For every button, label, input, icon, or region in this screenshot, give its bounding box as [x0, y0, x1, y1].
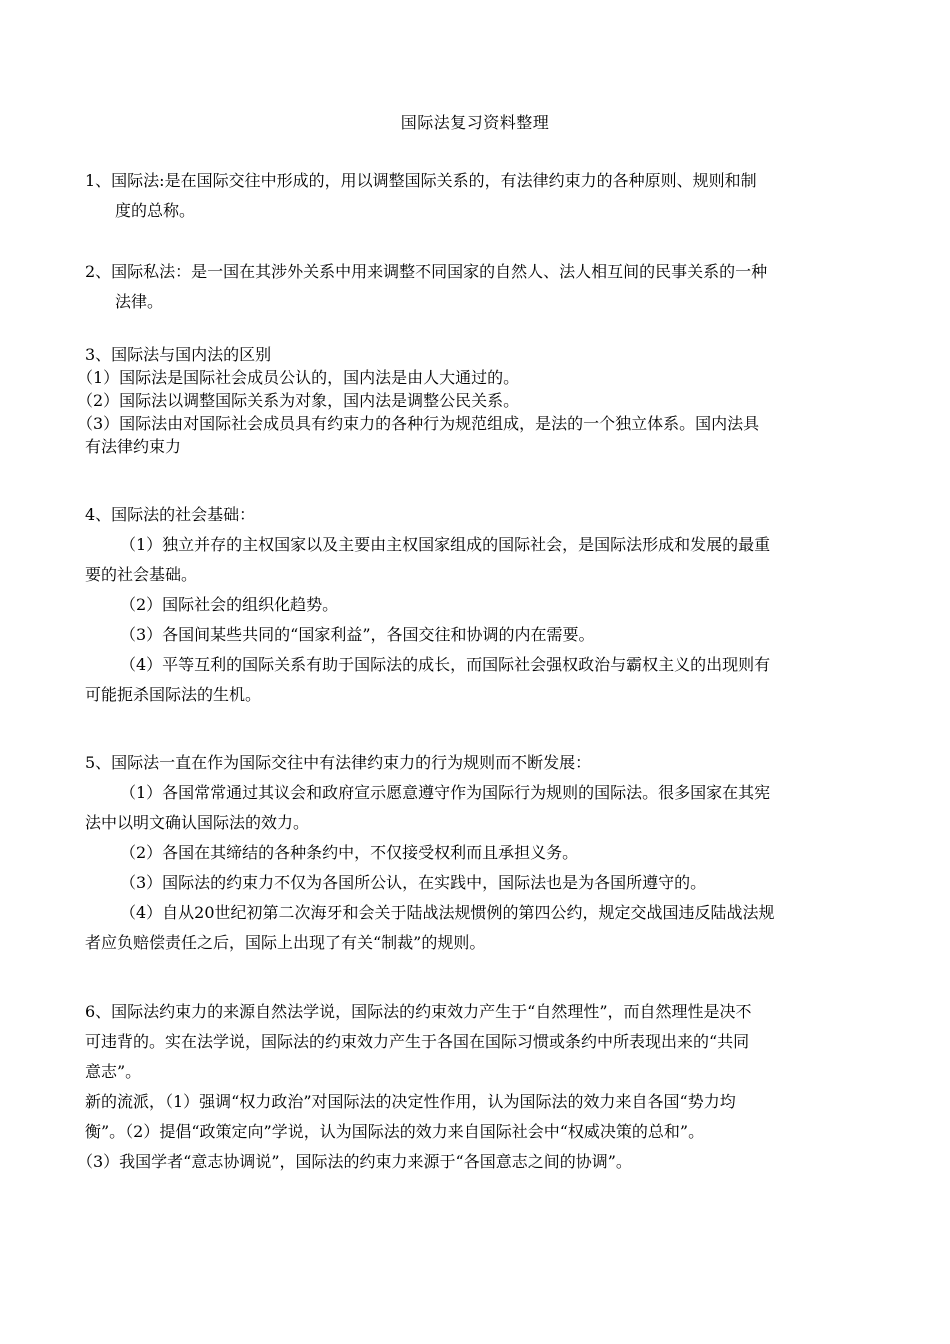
section-5 [85, 748, 895, 958]
section-3 [77, 343, 895, 458]
section-6-line-2: 可违背的。实在法学说，国际法的约束效力产生于各国在国际习惯或条约中所表现出来的“共同 [85, 1032, 750, 1051]
section-6-line-4: 新的流派，（1）强调“权力政治”对国际法的决定性作用，认为国际法的效力来自各国“势力均 [85, 1092, 736, 1111]
section-4-item-1-cont: 要的社会基础。 [85, 565, 198, 584]
section-4-item-2: （2）国际社会的组织化趋势。 [120, 595, 339, 614]
section-3-item-1: （1）国际法是国际社会成员公认的，国内法是由人大通过的。 [77, 368, 520, 387]
section-5-item-4-cont: 者应负赔偿责任之后，国际上出现了有关“制裁”的规则。 [85, 933, 486, 952]
section-5-heading: 5、国际法一直在作为国际交往中有法律约束力的行为规则而不断发展： [85, 753, 592, 772]
section-3-item-2: （2）国际法以调整国际关系为对象，国内法是调整公民关系。 [77, 391, 520, 410]
section-5-item-3: （3）国际法的约束力不仅为各国所公认，在实践中，国际法也是为各国所遵守的。 [120, 873, 707, 892]
section-1 [85, 166, 895, 226]
section-6-line-3: 意志”。 [85, 1062, 142, 1081]
section-5-item-4: （4）自从20世纪初第二次海牙和会关于陆战法规惯例的第四公约，规定交战国违反陆战法规 [120, 903, 775, 922]
section-6 [77, 997, 895, 1177]
section-6-line-1: 6、国际法约束力的来源自然法学说，国际法的约束效力产生于“自然理性”，而自然理性是决不 [85, 1002, 752, 1021]
section-5-item-1-cont: 法中以明文确认国际法的效力。 [85, 813, 310, 832]
section-4-heading: 4、国际法的社会基础： [85, 505, 256, 524]
section-1-line-2: 度的总称。 [115, 201, 196, 220]
section-4-item-4-cont: 可能扼杀国际法的生机。 [85, 685, 262, 704]
section-3-item-3: （3）国际法由对国际社会成员具有约束力的各种行为规范组成，是法的一个独立体系。国内法具 [77, 414, 760, 433]
section-6-line-6: （3）我国学者“意志协调说”，国际法的约束力来源于“各国意志之间的协调”。 [77, 1152, 632, 1171]
section-4-item-1: （1）独立并存的主权国家以及主要由主权国家组成的国际社会，是国际法形成和发展的最重 [120, 535, 771, 554]
section-3-item-3-cont: 有法律约束力 [85, 437, 182, 456]
section-1-line-1: 1、国际法:是在国际交往中形成的，用以调整国际关系的，有法律约束力的各种原则、规则和制 [85, 171, 757, 190]
section-2-line-1: 2、国际私法：是一国在其涉外关系中用来调整不同国家的自然人、法人相互间的民事关系的一种 [85, 262, 768, 281]
section-6-line-5: 衡”。（2）提倡“政策定向”学说，认为国际法的效力来自国际社会中“权威决策的总和”。 [85, 1122, 705, 1141]
section-4 [85, 500, 895, 710]
section-5-item-2: （2）各国在其缔结的各种条约中，不仅接受权利而且承担义务。 [120, 843, 579, 862]
section-3-heading: 3、国际法与国内法的区别 [85, 345, 272, 364]
document-title: 国际法复习资料整理 [400, 113, 550, 132]
section-5-item-1: （1）各国常常通过其议会和政府宣示愿意遵守作为国际行为规则的国际法。很多国家在其宪 [120, 783, 771, 802]
section-2 [85, 257, 895, 317]
section-4-item-3: （3）各国间某些共同的“国家利益”，各国交往和协调的内在需要。 [120, 625, 595, 644]
section-2-line-2: 法律。 [115, 292, 164, 311]
section-4-item-4: （4）平等互利的国际关系有助于国际法的成长，而国际社会强权政治与霸权主义的出现则有 [120, 655, 771, 674]
